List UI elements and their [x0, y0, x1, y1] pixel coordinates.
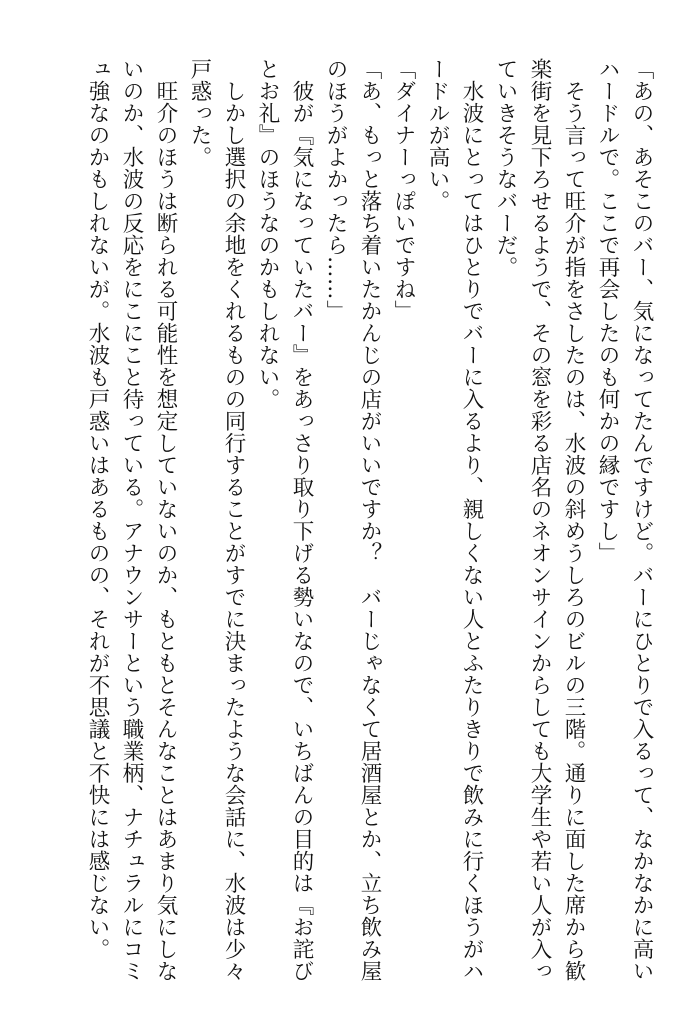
text-line: 戸惑った。 — [187, 58, 212, 168]
text-line: とお礼』のほうなのかもしれない。 — [255, 58, 280, 410]
text-line: 「あ、もっと落ち着いたかんじの店がいいですか？ バーじゃなくて居酒屋とか、立ち飲み屋 — [357, 58, 382, 982]
text-line: 「ダイナーっぽいですね」 — [391, 58, 416, 322]
text-line: いのか、水波の反応をにこにこと待っている。アナウンサーという職業柄、ナチュラルにコミ — [119, 58, 144, 982]
text-line: 楽街を見下ろせるようで、その窓を彩る店名のネオンサインからしても大学生や若い人が入っ — [527, 58, 552, 982]
text-line: 「あの、あそこのバー、気になってたんですけど。バーにひとりで入るって、なかなかに高い — [629, 58, 654, 982]
text-line: ハードルで。ここで再会したのも何かの縁ですし」 — [595, 58, 620, 564]
text-line: しかし選択の余地をくれるものの同行することがすでに決まったような会話に、水波は少々 — [221, 58, 246, 982]
body-text — [38, 58, 658, 982]
text-line: 彼が『気になっていたバー』をあっさり取り下げる勢いなので、いちばんの目的は『お詫び — [289, 58, 314, 982]
text-line: ュ強なのかもしれないが。水波も戸惑いはあるものの、それが不思議と不快には感じない。 — [85, 58, 110, 960]
text-line: ードルが高い。 — [425, 58, 450, 212]
text-line: そう言って旺介が指をさしたのは、水波の斜めうしろのビルの三階。通りに面した席から歓 — [561, 58, 586, 982]
text-line: のほうがよかったら……」 — [323, 58, 348, 322]
text-line: 旺介のほうは断られる可能性を想定していないのか、もともとそんなことはあまり気にしな — [153, 58, 178, 982]
text-line: 水波にとってはひとりでバーに入るより、親しくない人とふたりきりで飲みに行くほうがハ — [459, 58, 484, 982]
text-line: ていきそうなバーだ。 — [493, 58, 518, 278]
